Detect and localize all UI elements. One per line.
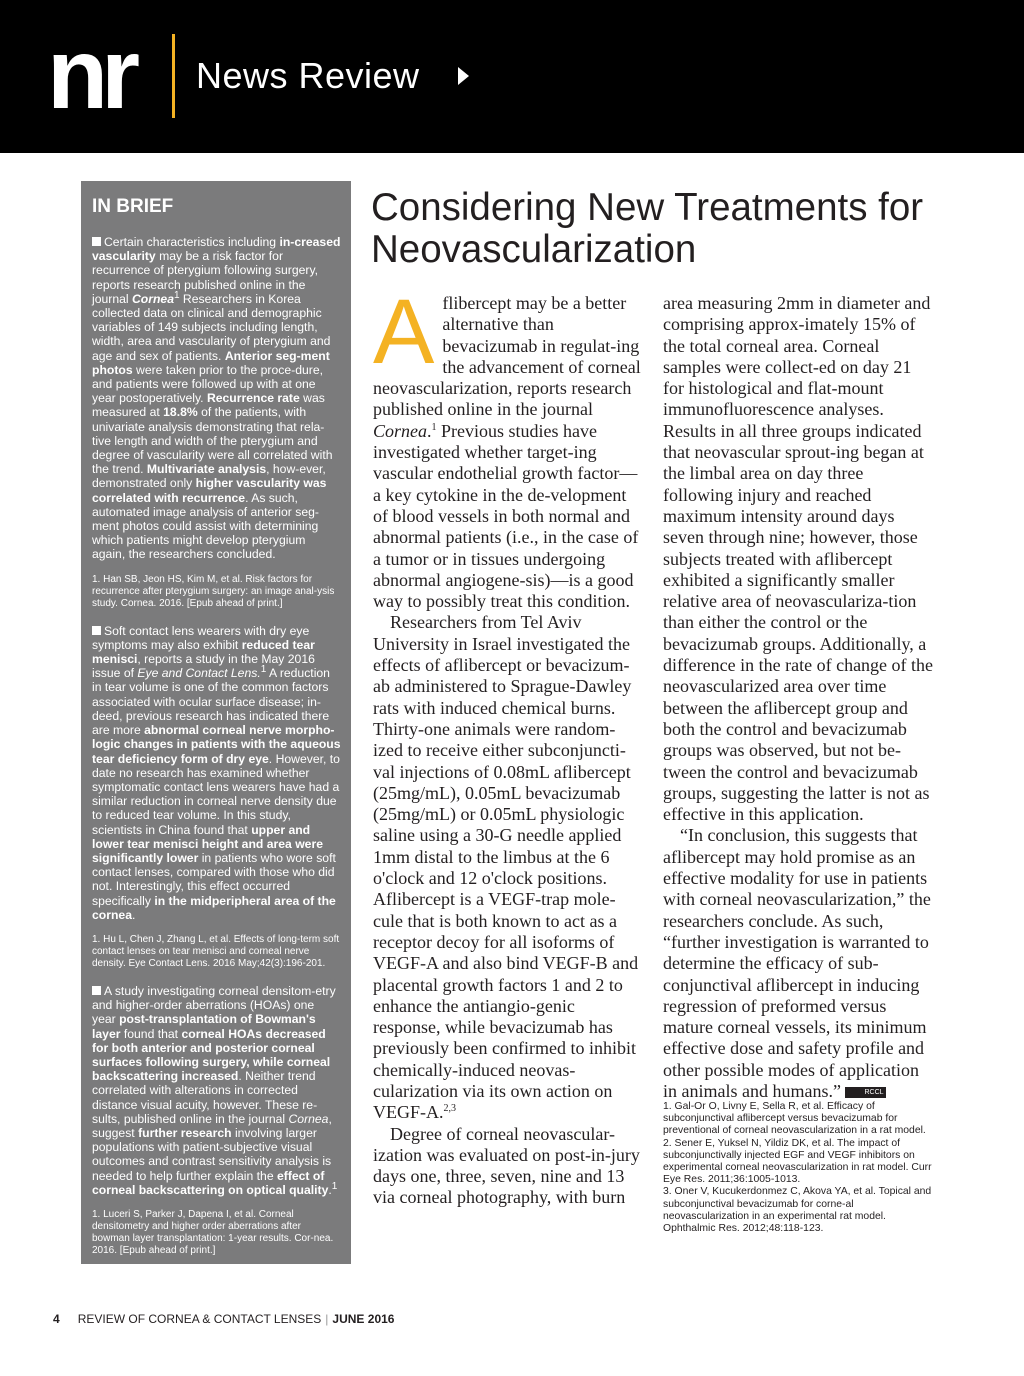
header-banner bbox=[0, 0, 1024, 153]
reference-3: 3. Oner V, Kucukerdonmez C, Akova YA, et al. Topical and subconjunctival bevacizumab for corne-al neovascularization in an experimental rat model. Ophthalmic Res. 2012;48:118-123. bbox=[663, 1186, 932, 1235]
issue-date: JUNE 2016 bbox=[332, 1312, 395, 1326]
brief-item-1: Certain characteristics including in-creased vascularity may be a risk factor for recurrence of pterygium following surgery, reports research published online in the journal Cornea$^1$ Researchers in Korea collected data on clinical and demographic variables of 149 subjects including length, width, area and vascularity of pterygium and age and sex of patients. Anterior seg-ment photos were taken prior to the proce-dure, and patients were followed up with at one year postoperatively. Recurrence rate was measured at 18.8% of the patients, with univariate analysis demonstrating that rela-tive length and width of the pterygium and degree of vascularity were all correlated with the trend. Multivariate analysis, how-ever, demonstrated only higher vascularity was correlated with recurrence. As such, automated image analysis of anterior seg-ment photos could assist with determining which patients might develop pterygium again, the researchers concluded. bbox=[92, 235, 341, 562]
brief-reference-2: 1. Hu L, Chen J, Zhang L, et al. Effects of long-term soft contact lenses on tear menisci and corneal nerve density. Eye Contact Lens. 2016 May;42(3):196-201. bbox=[92, 933, 340, 969]
article-references bbox=[663, 1101, 935, 1235]
bullet-square-icon bbox=[92, 986, 101, 995]
reference-1: 1. Gal-Or O, Livny E, Sella R, et al. Efficacy of subconjunctival aflibercept versus bevacizumab for preventional of corneal neovascularization in a rat model. bbox=[663, 1101, 926, 1137]
brief-item-3: A study investigating corneal densitom-etry and higher-order aberrations (HOAs) one year post-transplantation of Bowman's layer found that corneal HOAs decreased for both anterior and posterior corneal surfaces following surgery, while corneal backscattering increased. Neither trend correlated with alterations in corrected distance visual acuity, however. These re-sults, published online in the journal Cornea, suggest further research involving larger populations with patient-subjective visual outcomes and contrast sensitivity analysis is needed to help further explain the effect of corneal backscattering on optical quality.$^1$ bbox=[92, 983, 338, 1197]
logo-divider bbox=[172, 34, 175, 118]
article-column-2 bbox=[663, 293, 935, 1102]
article-paragraph-3: Degree of corneal neovascular-ization was evaluated on post-in-jury days one, three, seven, nine and 13 via corneal photography, with burn bbox=[373, 1123, 640, 1208]
bullet-square-icon bbox=[92, 626, 101, 635]
article-paragraph-4: “In conclusion, this suggests that aflibercept may hold promise as an effective modality for use in patients with corneal neovascularization,” the researchers conclude. As such, “further investigation is warranted to determine the efficacy of sub-conjunctival aflibercept in inducing regression of preformed versus mature corneal vessels, its minimum effective dose and safety profile and other possible modes of application in animals and humans.” RCCL bbox=[663, 825, 931, 1101]
brief-item-2: Soft contact lens wearers with dry eye symptoms may also exhibit reduced tear menisci, reports a study in the May 2016 issue of Eye and Contact Lens.$^1$ A reduction in tear volume is one of the common factors associated with ocular surface disease; in-deed, previous research has indicated there are more abnormal corneal nerve morpho-logic changes in patients with the aqueous tear deficiency form of dry eye. However, to date no research has examined whether symptomatic contact lens wearers have had a similar reduction in corneal nerve density due to reduced tear volume. In this study, scientists in China found that upper and lower tear menisci height and area were significantly lower in patients who wore soft contact lenses, compared with those who did not. Interestingly, this effect occurred specifically in the midperipheral area of the cornea. bbox=[92, 623, 341, 922]
end-mark-logo: RCCL bbox=[845, 1087, 885, 1098]
play-arrow-icon bbox=[458, 67, 469, 85]
nr-logo: nr bbox=[47, 18, 133, 130]
article-column-1 bbox=[373, 281, 643, 1208]
in-brief-sidebar bbox=[81, 181, 351, 1264]
article-paragraph-2: Researchers from Tel Aviv University in Israel investigated the effects of aflibercept or bevacizum-ab administered to Sprague-Dawley rats with induced chemical burns. Thirty-one animals were random-ized to receive either subconjuncti-val injections of 0.08mL aflibercept (25mg/mL), 0.05mL bevacizumab (25mg/mL) or 0.05mL physiologic saline using a 30-G needle applied 1mm distal to the limbus at the 6 o'clock and 12 o'clock positions. Aflibercept is a VEGF-trap mole-cule that is both known to act as a receptor decoy for all isoforms of VEGF-A and also bind VEGF-B and placental growth factors 1 and 2 to enhance the antiangio-genic response, while bevacizumab has previously been confirmed to inhibit chemically-induced neovas-cularization via its own action on VEGF-A.$^{2,3}$ bbox=[373, 612, 639, 1123]
sidebar-title: IN BRIEF bbox=[92, 196, 174, 217]
footer-separator: | bbox=[325, 1312, 329, 1326]
article-paragraph-3-continued: area measuring 2mm in diameter and comprising approx-imately 15% of the total corneal area. Corneal samples were collect-ed on day 21 for histological and flat-mount immunofluorescence analyses. Results in all three groups indicated that neovascular sprout-ing began at the limbal area on day three following injury and reached maximum intensity around days seven through nine; however, those subjects treated with aflibercept exhibited a significantly smaller relative area of neovasculariza-tion than either the control or the bevacizumab groups. Additionally, a difference in the rate of change of the neovascularized area over time between the aflibercept group and both the control and bevacizumab groups was observed, but not be-tween the control and bevacizumab groups, suggesting the latter is not as effective in this application. bbox=[663, 293, 934, 825]
page-number: 4 bbox=[53, 1312, 60, 1326]
brief-reference-1: 1. Han SB, Jeon HS, Kim M, et al. Risk factors for recurrence after pterygium surgery: an image anal-ysis study. Cornea. 2016. [Epub ahead of print.] bbox=[92, 573, 335, 609]
page-footer bbox=[53, 1311, 394, 1327]
bullet-square-icon bbox=[92, 237, 101, 246]
reference-2: 2. Sener E, Yuksel N, Yildiz DK, et al. The impact of subconjunctivally injected EGF and VEGF inhibitors on experimental corneal neovascularization in rat model. Curr Eye Res. 2011;36:1005-1013. bbox=[663, 1137, 932, 1186]
drop-cap: A bbox=[373, 281, 435, 383]
article-headline: Considering New Treatments for Neovascularization bbox=[371, 186, 924, 271]
brief-reference-3: 1. Luceri S, Parker J, Dapena I, et al. Corneal densitometry and higher order aberrations after bowman layer transplantation: 1-year results. Cor-nea. 2016. [Epub ahead of print.] bbox=[92, 1208, 334, 1256]
publication-name: REVIEW OF CORNEA & CONTACT LENSES bbox=[77, 1312, 322, 1326]
article-paragraph-1: Aflibercept may be a better alternative than bevacizumab in regulat-ing the advancement of corneal neovascularization, reports research published online in the journal Cornea.$^1$ Previous studies have investigated whether target-ing vascular endothelial growth factor—a key cytokine in the de-velopment of blood vessels in both normal and abnormal patients (i.e., in the case of a tumor or in tissues undergoing abnormal angiogene-sis)—is a good way to possibly treat this condition. bbox=[373, 281, 641, 612]
section-title: News Review bbox=[196, 55, 420, 96]
